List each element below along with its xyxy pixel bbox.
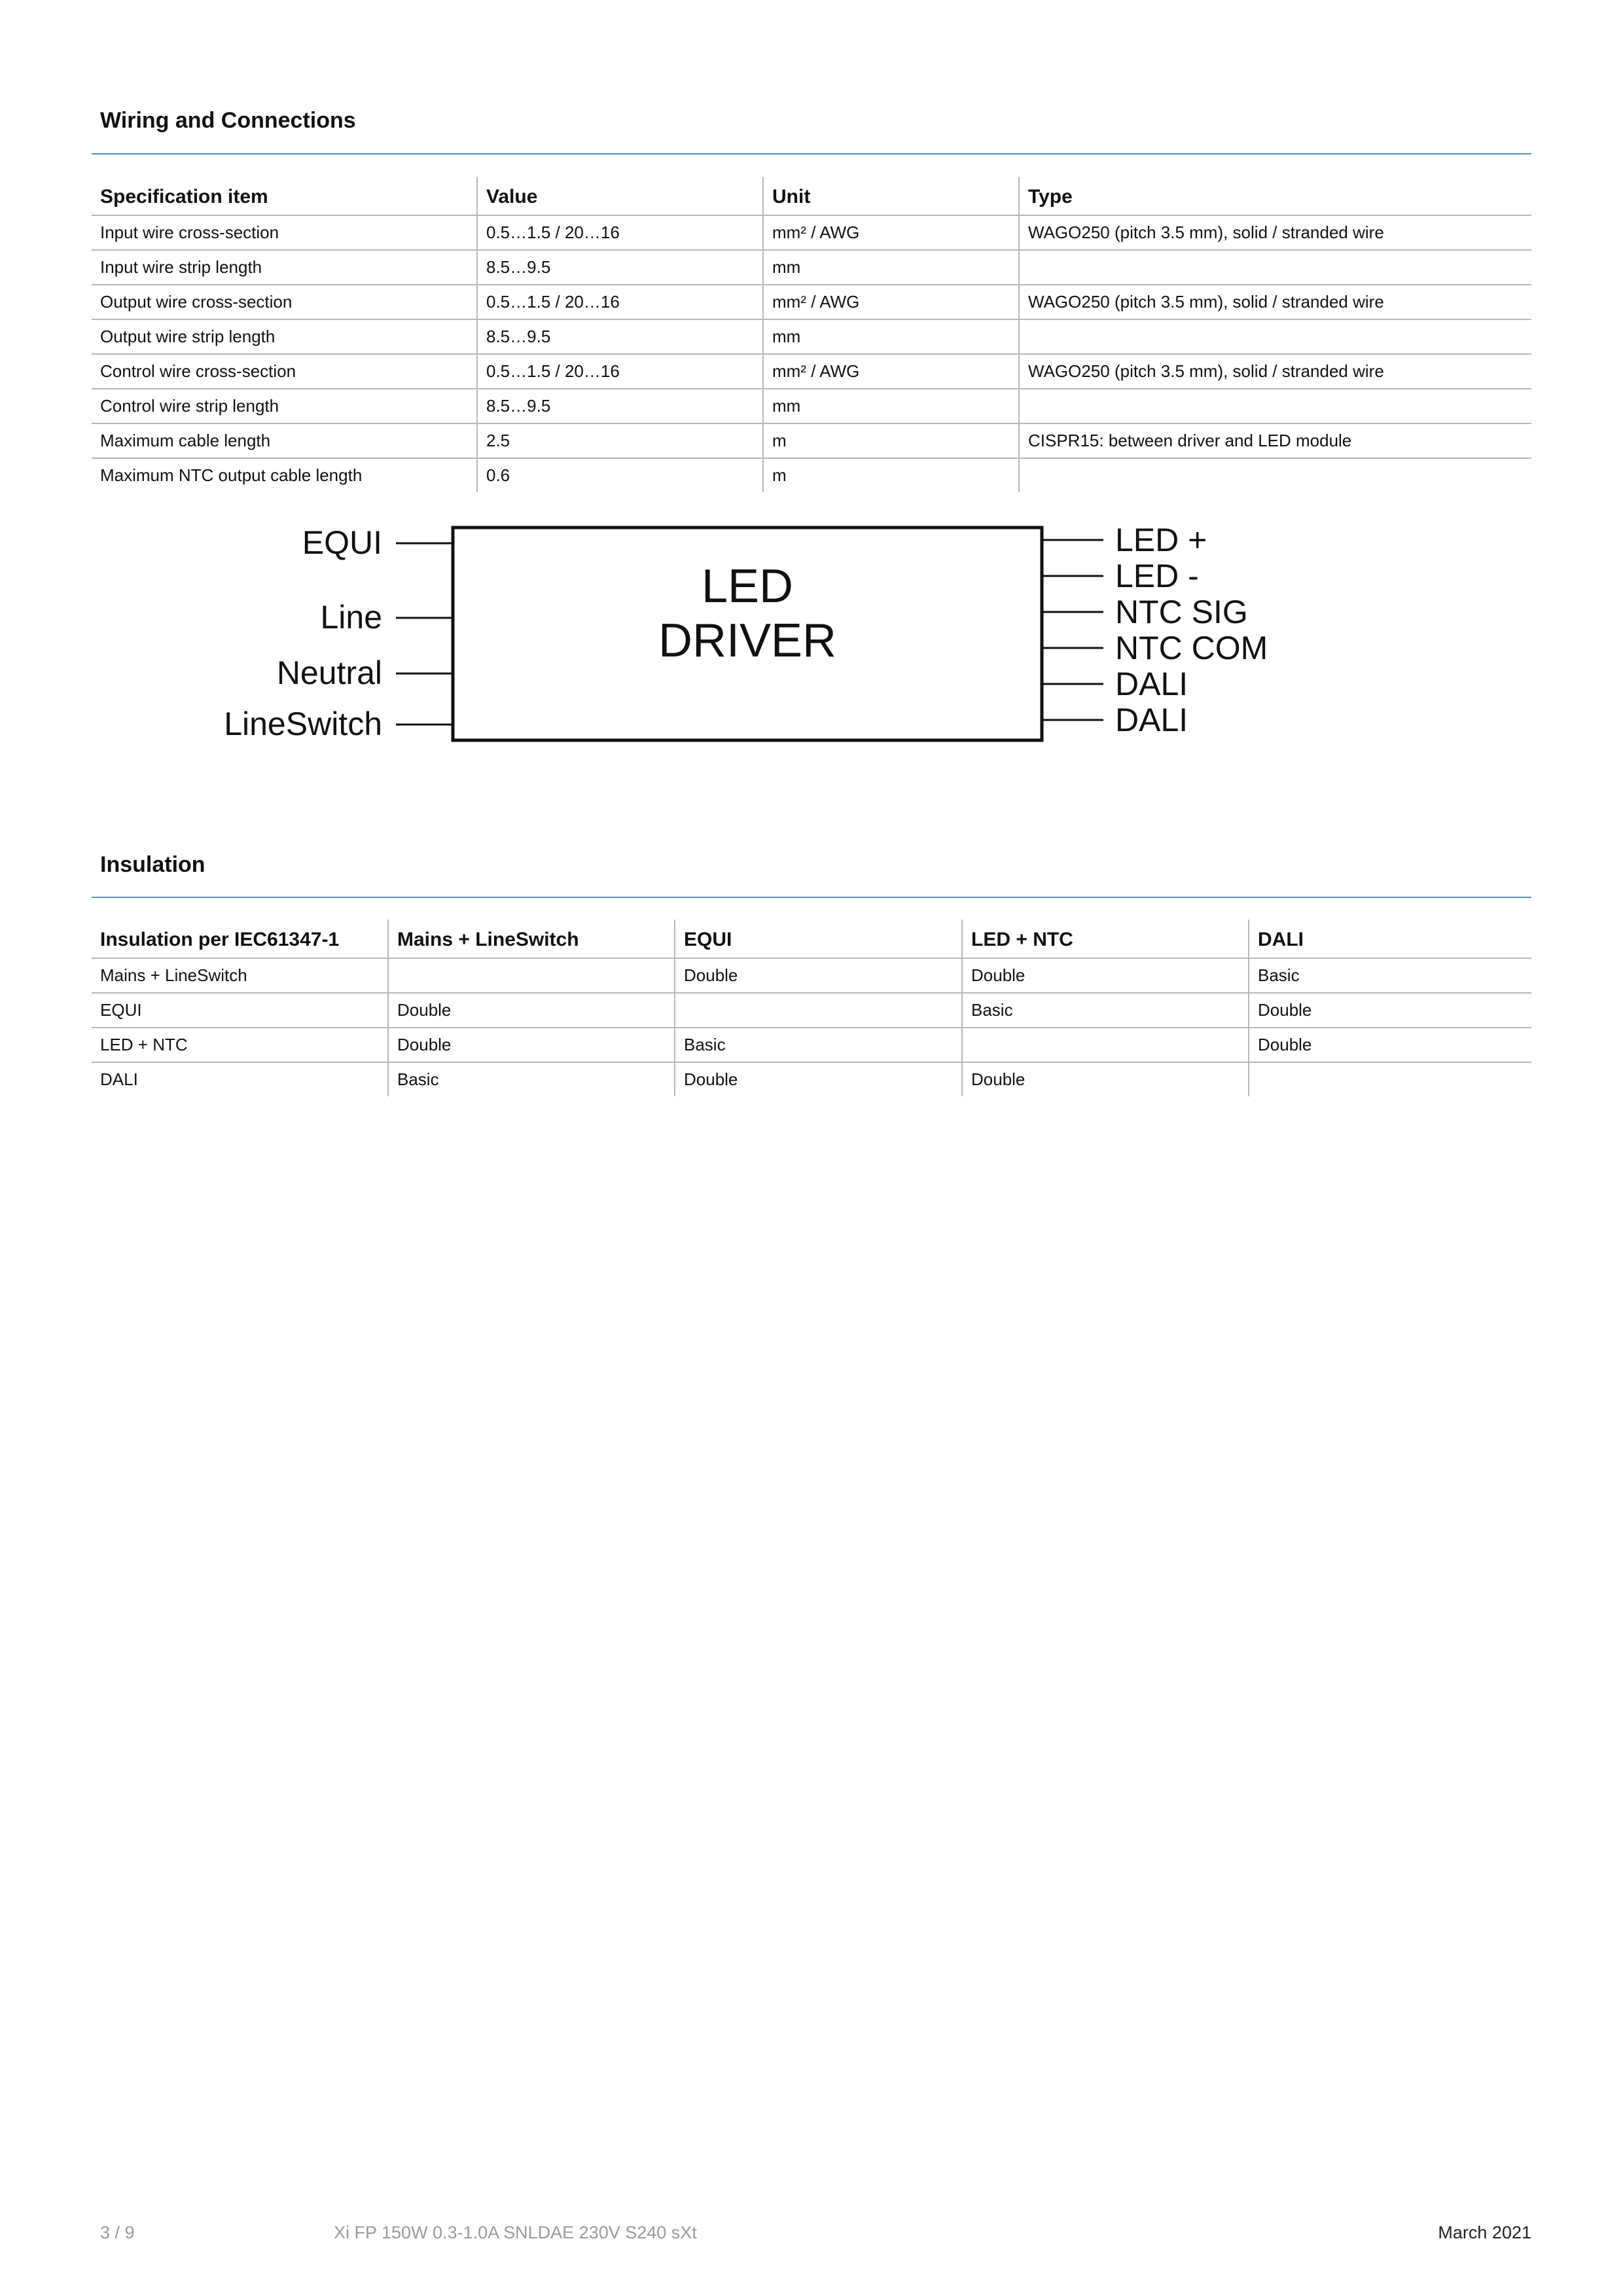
cell-equi [675, 993, 962, 1028]
cell-spec-item: Control wire strip length [92, 389, 477, 423]
terminal-label-neutral: Neutral [276, 655, 382, 691]
cell-mains-lineswitch: Double [388, 1028, 675, 1062]
page-number: 3 / 9 [100, 2223, 135, 2242]
table-row [92, 1062, 1531, 1096]
header-dali: DALI [1249, 920, 1531, 958]
cell-type: CISPR15: between driver and LED module [1019, 423, 1531, 458]
terminal-label-led-plus: LED + [1115, 522, 1207, 558]
terminal-label-line: Line [320, 599, 382, 636]
terminal-label-dali-2: DALI [1115, 702, 1188, 738]
table-row [92, 354, 1531, 389]
driver-label-line2: DRIVER [658, 615, 837, 667]
cell-type [1019, 389, 1531, 423]
cell-unit: mm [763, 389, 1019, 423]
cell-spec-item: Maximum NTC output cable length [100, 465, 363, 485]
wiring-section-title: Wiring and Connections [100, 108, 356, 133]
driver-label-line1: LED [701, 560, 794, 613]
table-header-row [92, 920, 1531, 958]
cell-equi: Basic [675, 1028, 962, 1062]
cell-dali: Double [1249, 1028, 1531, 1062]
cell-type: WAGO250 (pitch 3.5 mm), solid / stranded wire [1019, 354, 1531, 389]
header-equi: EQUI [675, 920, 962, 958]
cell-led-ntc: Basic [962, 993, 1249, 1028]
cell-spec-item: Maximum cable length [92, 423, 477, 458]
cell-dali: Basic [1249, 958, 1531, 993]
header-mains-lineswitch: Mains + LineSwitch [388, 920, 675, 958]
header-insulation-per-iec61347-1: Insulation per IEC61347-1 [92, 920, 388, 958]
cell-row-label: Mains + LineSwitch [92, 958, 388, 993]
cell-spec-item: Output wire cross-section [92, 285, 477, 319]
cell-spec-item: Input wire cross-section [92, 215, 477, 250]
cell-row-label: EQUI [92, 993, 388, 1028]
terminal-label-ntc-sig: NTC SIG [1115, 594, 1248, 630]
cell-type: WAGO250 (pitch 3.5 mm), solid / stranded wire [1019, 215, 1531, 250]
cell-value: 2.5 [477, 423, 763, 458]
cell-unit: mm² / AWG [763, 285, 1019, 319]
cell-led-ntc [962, 1028, 1249, 1062]
insulation-table [92, 920, 1531, 1096]
wiring-table [92, 177, 1531, 492]
cell-spec-item: Input wire strip length [92, 250, 477, 285]
cell-type [1019, 319, 1531, 354]
header-unit: Unit [763, 177, 1019, 215]
header-type: Type [1019, 177, 1531, 215]
table-row [92, 1028, 1531, 1062]
terminal-label-led-minus: LED - [1115, 558, 1199, 594]
cell-value: 8.5…9.5 [477, 389, 763, 423]
terminal-label-equi: EQUI [302, 524, 382, 561]
table-row [92, 458, 1531, 492]
cell-spec-item: Output wire strip length [92, 319, 477, 354]
cell-led-ntc: Double [962, 1062, 1249, 1096]
cell-row-label: LED + NTC [92, 1028, 388, 1062]
header-specification-item: Specification item [92, 177, 477, 215]
cell-mains-lineswitch [388, 958, 675, 993]
cell-equi: Double [675, 958, 962, 993]
insulation-title-rule [92, 897, 1531, 898]
wiring-title-rule [92, 153, 1531, 154]
cell-value: 0.5…1.5 / 20…16 [477, 215, 763, 250]
table-header-row [92, 177, 1531, 215]
cell-unit: mm² / AWG [763, 215, 1019, 250]
cell-led-ntc: Double [962, 958, 1249, 993]
cell-value: 0.5…1.5 / 20…16 [477, 354, 763, 389]
table-row [92, 423, 1531, 458]
cell-unit: mm² / AWG [763, 354, 1019, 389]
cell-value: 0.5…1.5 / 20…16 [477, 285, 763, 319]
document-date: March 2021 [1438, 2223, 1531, 2242]
cell-mains-lineswitch: Basic [388, 1062, 675, 1096]
insulation-section-title: Insulation [100, 852, 205, 877]
cell-unit: mm [763, 319, 1019, 354]
cell-value: 0.6 [477, 458, 763, 492]
cell-unit: m [763, 458, 1019, 492]
cell-type [1019, 458, 1531, 492]
wiring-diagram [196, 511, 1283, 759]
header-led-ntc: LED + NTC [962, 920, 1249, 958]
product-name: Xi FP 150W 0.3-1.0A SNLDAE 230V S240 sXt [334, 2223, 697, 2242]
table-row [92, 993, 1531, 1028]
cell-mains-lineswitch: Double [388, 993, 675, 1028]
cell-equi: Double [675, 1062, 962, 1096]
cell-type [1019, 250, 1531, 285]
terminal-label-dali-1: DALI [1115, 666, 1188, 702]
cell-dali [1249, 1062, 1531, 1096]
table-row [92, 285, 1531, 319]
table-row [92, 250, 1531, 285]
table-row [92, 958, 1531, 993]
cell-dali: Double [1249, 993, 1531, 1028]
table-row [92, 319, 1531, 354]
cell-value: 8.5…9.5 [477, 250, 763, 285]
cell-row-label: DALI [100, 1069, 138, 1089]
terminal-label-lineswitch: LineSwitch [224, 706, 382, 742]
cell-value: 8.5…9.5 [477, 319, 763, 354]
terminal-label-ntc-com: NTC COM [1115, 630, 1268, 666]
header-value: Value [477, 177, 763, 215]
table-row [92, 389, 1531, 423]
cell-unit: m [763, 423, 1019, 458]
cell-unit: mm [763, 250, 1019, 285]
cell-type: WAGO250 (pitch 3.5 mm), solid / stranded wire [1019, 285, 1531, 319]
table-row [92, 215, 1531, 250]
cell-spec-item: Control wire cross-section [92, 354, 477, 389]
